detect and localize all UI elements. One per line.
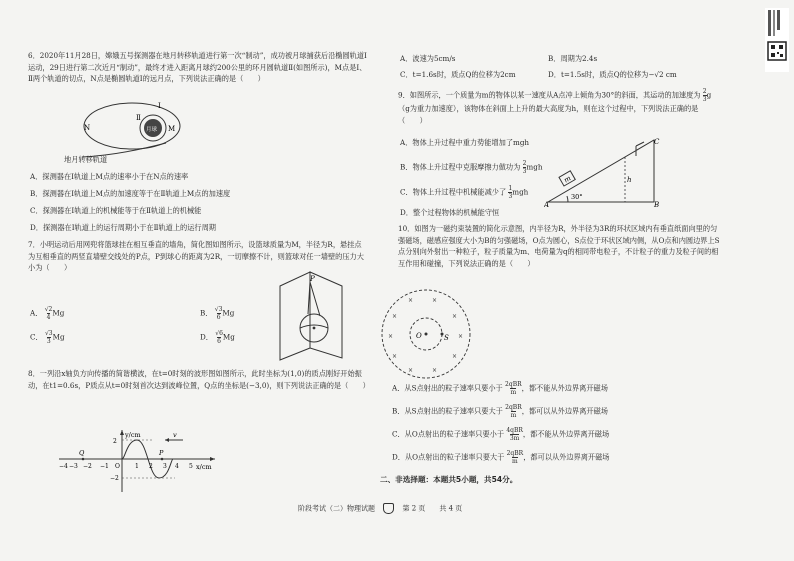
svg-text:×: × <box>408 297 414 304</box>
x-tick-7: 2 <box>149 463 153 470</box>
x-axis-label: x/cm <box>196 463 212 471</box>
q10-option-b: B．从S点射出的粒子速率只要大于 2qBR m ，都可以从外边界离开磁场 <box>392 404 608 419</box>
height-label: h <box>627 176 632 184</box>
page-footer <box>298 503 462 514</box>
x-tick-8: 3 <box>163 463 167 470</box>
orbit-label-2: Ⅱ <box>136 114 141 122</box>
y-axis-label: y/cm <box>125 431 141 439</box>
x-tick-1: −4 <box>59 463 68 470</box>
orbit-label-n: N <box>84 124 91 132</box>
svg-text:×: × <box>458 333 464 340</box>
x-tick-3: −2 <box>83 463 92 470</box>
orbit-label-1: Ⅰ <box>158 102 161 110</box>
q9-option-c: C．物体上升过程中机械能减少了 $\frac{1}{3}$ mgh <box>400 185 529 200</box>
point-c-label: C <box>654 138 660 146</box>
svg-text:×: × <box>432 297 438 304</box>
q7-option-a: A． $\frac{√2}{4}$ Mg <box>30 306 65 321</box>
svg-text:×: × <box>452 313 458 320</box>
angle-label: 30° <box>571 193 583 201</box>
q8-option-c: C．t=1.6s时，质点Q的位移为2cm <box>400 70 516 79</box>
qr-code-icon <box>765 8 789 72</box>
footer-page-number: 第 2 页 共 4 页 <box>402 504 463 513</box>
x-tick-6: 1 <box>135 463 139 470</box>
wall-label-p: P <box>310 275 315 283</box>
orbit-label-m: M <box>168 125 176 133</box>
velocity-label: v <box>173 431 177 439</box>
q10-option-d: D．从O点射出的粒子速率只要大于 2qBR m ，都可以从外边界离开磁场 <box>392 450 610 465</box>
x-tick-10: 5 <box>189 463 193 470</box>
q9-option-a: A．物体上升过程中重力势能增加了mgh <box>400 138 530 147</box>
q9-option-d: D．整个过程物体的机械能守恒 <box>400 208 500 217</box>
y-tick-1: 2 <box>113 438 117 445</box>
svg-text:×: × <box>392 313 398 320</box>
orbit-caption: 地月转移轨道 <box>64 155 108 164</box>
q8-option-a: A．波速为5cm/s <box>400 54 456 63</box>
school-emblem-icon <box>383 503 394 514</box>
q6-option-b: B．探测器在Ⅰ轨道上M点的加速度等于在Ⅱ轨道上M点的加速度 <box>30 189 231 198</box>
point-a-label: A <box>544 201 550 208</box>
q-point-label: Q <box>79 449 85 457</box>
q10-option-a: A．从S点射出的粒子速率只要小于 2qBR m ，都不能从外边界离开磁场 <box>392 381 608 396</box>
q9-option-b: B．物体上升过程中克服摩擦力做功为 $\frac{2}{3}$ mgh <box>400 160 543 175</box>
q6-option-c: C．探测器在Ⅰ轨道上的机械能等于在Ⅱ轨道上的机械能 <box>30 206 202 215</box>
question-8-stem: 8．一列沿x轴负方向传播的简谐横波，在t=0时刻的波形图如图所示，此时坐标为(1,0)的质点刚好开始振动，在t1=0.6s，P质点从t=0时刻首次达到波峰位置，Q点的坐标是(−3,0)，则下列说法正确的是（ ） <box>28 369 370 390</box>
q6-option-a: A．探测器在Ⅰ轨道上M点的速率小于在N点的速率 <box>30 172 189 181</box>
q8-option-b: B．周期为2.4s <box>548 54 598 63</box>
q10-option-c: C．从O点射出的粒子速率只要小于 4qBR 3m ，都不能从外边界离开磁场 <box>392 427 610 442</box>
svg-text:×: × <box>408 367 414 374</box>
incline-diagram <box>544 132 662 208</box>
svg-text:×: × <box>452 353 458 360</box>
svg-text:×: × <box>388 333 394 340</box>
magnetic-field-diagram <box>380 288 472 380</box>
x-tick-4: −1 <box>100 463 109 470</box>
svg-text:×: × <box>392 353 398 360</box>
orbit-label-moon: 月球 <box>146 127 158 133</box>
section-2-heading: 二、非选择题：本题共5小题，共54分。 <box>380 475 518 484</box>
q7-option-d: D． $\frac{√6}{6}$ Mg <box>200 330 235 345</box>
question-7-stem: 7．小明运动后用网兜将篮球挂在相互垂直的墙角，简化图如图所示，设篮球质量为M，半径为R，悬挂点为互相垂直的两竖直墙壁交线处的P点，P到球心的距离为2R，一切摩擦不计，则篮球对任一墙壁的压力大小为（ ） <box>28 240 364 272</box>
basketball-wall-diagram <box>272 270 346 362</box>
block-label-m: m <box>562 174 573 185</box>
q7-option-c: C． $\frac{√3}{3}$ Mg <box>30 330 65 345</box>
x-tick-2: −3 <box>69 463 78 470</box>
point-label-s: S <box>444 334 449 342</box>
q6-option-d: D．探测器在Ⅰ轨道上的运行周期小于在Ⅱ轨道上的运行周期 <box>30 223 216 232</box>
q7-option-b: B． $\frac{√3}{6}$ Mg <box>200 306 235 321</box>
q8-option-d: D．t=1.5s时，质点Q的位移为−√2 cm <box>548 70 677 79</box>
question-6-stem: 6．2020年11月28日，嫦娥五号探测器在地月转移轨道进行第一次“制动”，成功被月球捕获后沿椭圆轨道Ⅰ运动，29日进行第二次近月“制动”，最终才进入距离月球约200公里的环月圆轨道Ⅱ(如图所示)，M点是Ⅰ、Ⅱ两个轨道的切点，N点是椭圆轨道Ⅰ的远月点，下列说法正确的是（ ） <box>28 51 367 83</box>
question-9-stem: 9．如图所示，一个质量为m的物体以某一速度从A点冲上倾角为30°的斜面，其运动的加速度为 $\frac{2}{3}$ g（g为重力加速度），该物体在斜面上上升的最大高度为h，则在这个过程中，下列说法正确的是（ ） <box>398 88 712 125</box>
svg-text:×: × <box>432 367 438 374</box>
p-point-label: P <box>159 449 164 457</box>
wave-graph <box>55 428 225 496</box>
x-tick-5: O <box>115 463 120 470</box>
center-label-o: O <box>416 332 422 340</box>
footer-exam-title: 阶段考试（二）物理试题 <box>298 504 375 513</box>
y-tick-2: −2 <box>110 475 119 482</box>
point-b-label: B <box>654 201 660 208</box>
question-10-stem: 10．如图为一磁约束装置的简化示意图，内半径为R，外半径为3R的环状区域内有垂直纸面向里的匀强磁场，磁感应强度大小为B的匀强磁场，O点为圆心，S点位于环状区域内侧，从O点和内圆边界上S点分别向外射出一种粒子，粒子质量为m、电荷量为q的相同带电粒子，不计粒子的重力及粒子间的相互作用和碰撞，下列说法正确的是（ ） <box>398 224 720 268</box>
x-tick-9: 4 <box>175 463 179 470</box>
